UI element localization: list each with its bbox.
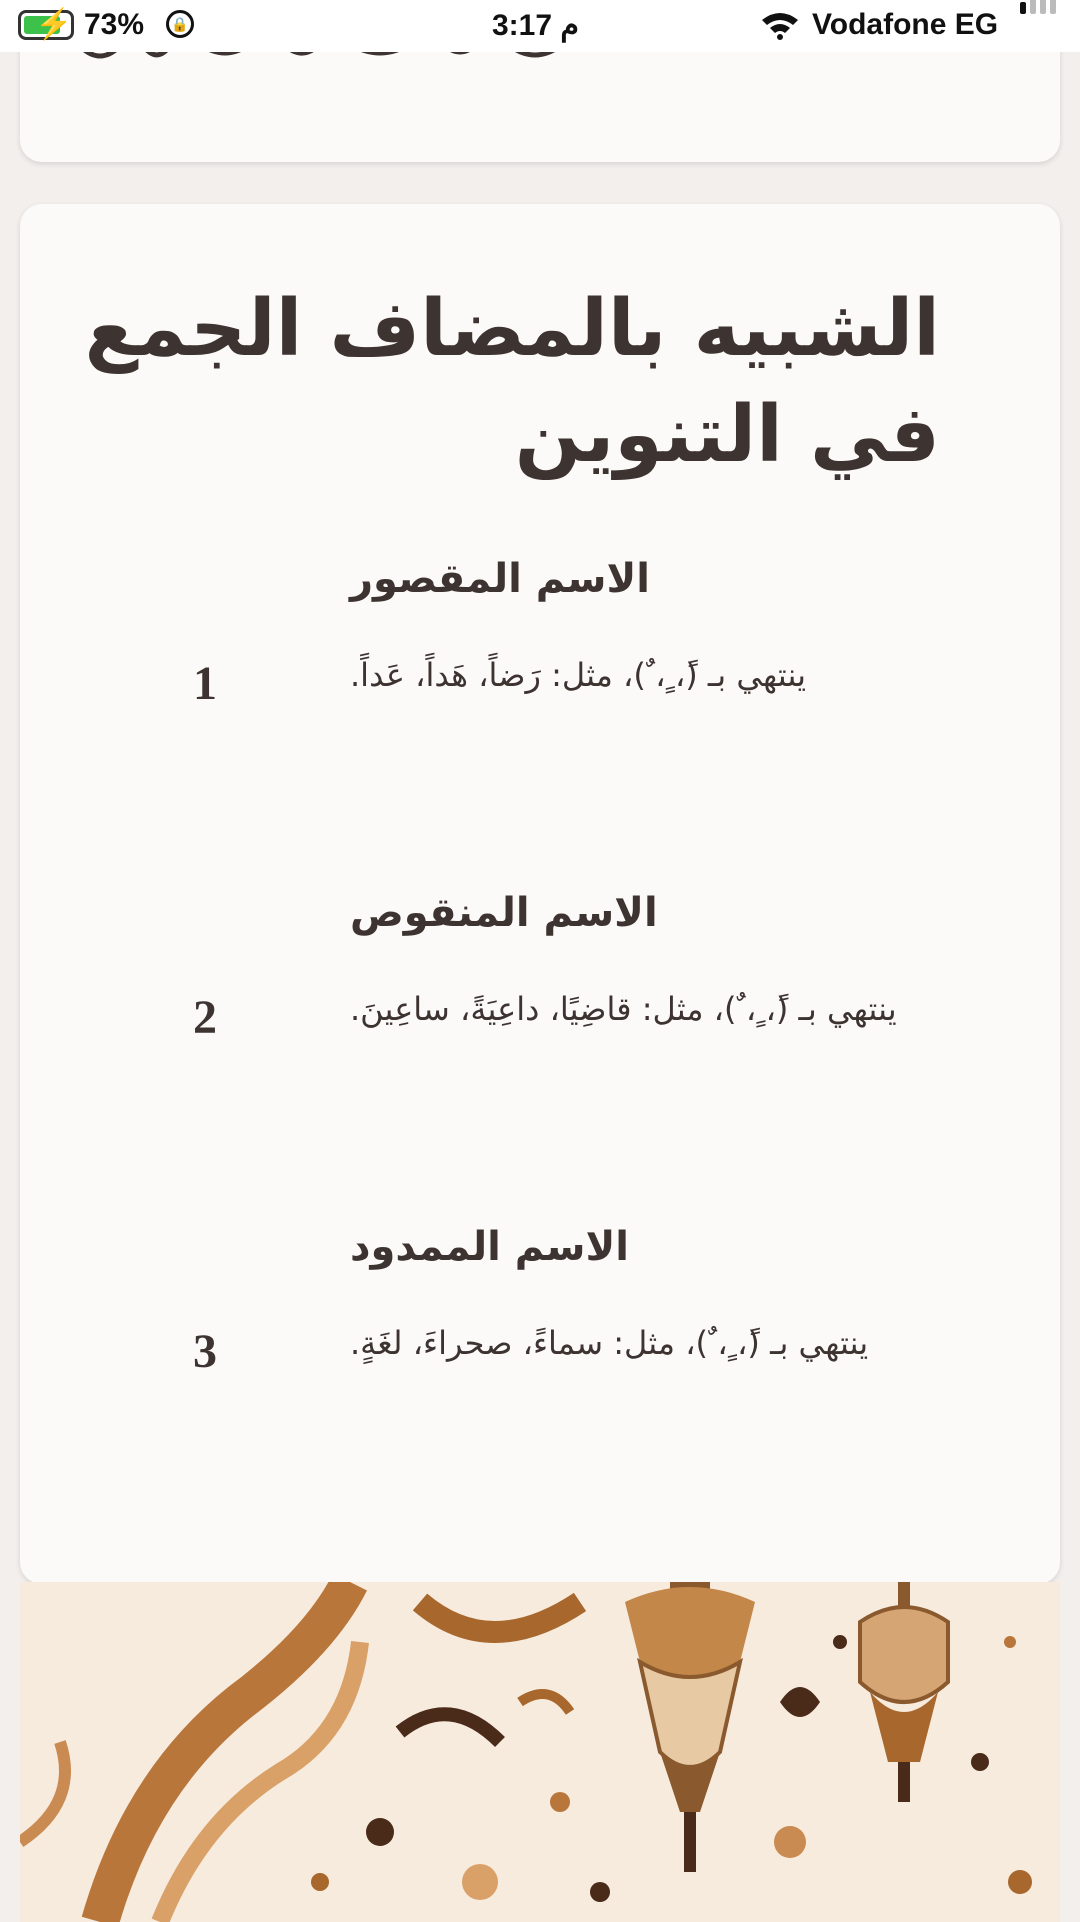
item-1-number: 1 [193,657,217,710]
item-3-title: الاسم الممدود [350,1224,629,1270]
item-3-number: 3 [193,1325,217,1378]
item-3-description: ينتهي بـ (ً، ٍ، ٌ)، مثل: سماءً، صحراءَ، لغَةٍ. [350,1324,869,1362]
item-2-description: ينتهي بـ (ً، ٍ، ٌ)، مثل: قاضِيًا، داعِيَةً، ساعِينَ. [350,990,897,1028]
item-2-number: 2 [193,991,217,1044]
item-2-title: الاسم المنقوص [350,890,658,936]
tanween-card [20,204,1060,1584]
battery-percentage: 73% [84,8,145,41]
status-bar [0,0,1080,52]
item-1-description: ينتهي بـ (ً، ٍ، ٌ)، مثل: رَضاً، هَداً، عَداً. [350,656,807,694]
item-1-title: الاسم المقصور [350,556,650,602]
charging-bolt-icon: ⚡ [35,8,73,41]
rotation-lock-icon: 🔒 [166,10,194,38]
artwork-container [20,1582,1060,1922]
decorative-lanterns-artwork [20,1582,1060,1922]
carrier-name: Vodafone EG [812,8,999,41]
battery-icon [18,10,74,40]
wifi-icon [760,10,800,40]
clock: 3:17 م [492,9,579,42]
section-title: الشبيه بالمضاف الجمع في التنوين [84,284,940,480]
